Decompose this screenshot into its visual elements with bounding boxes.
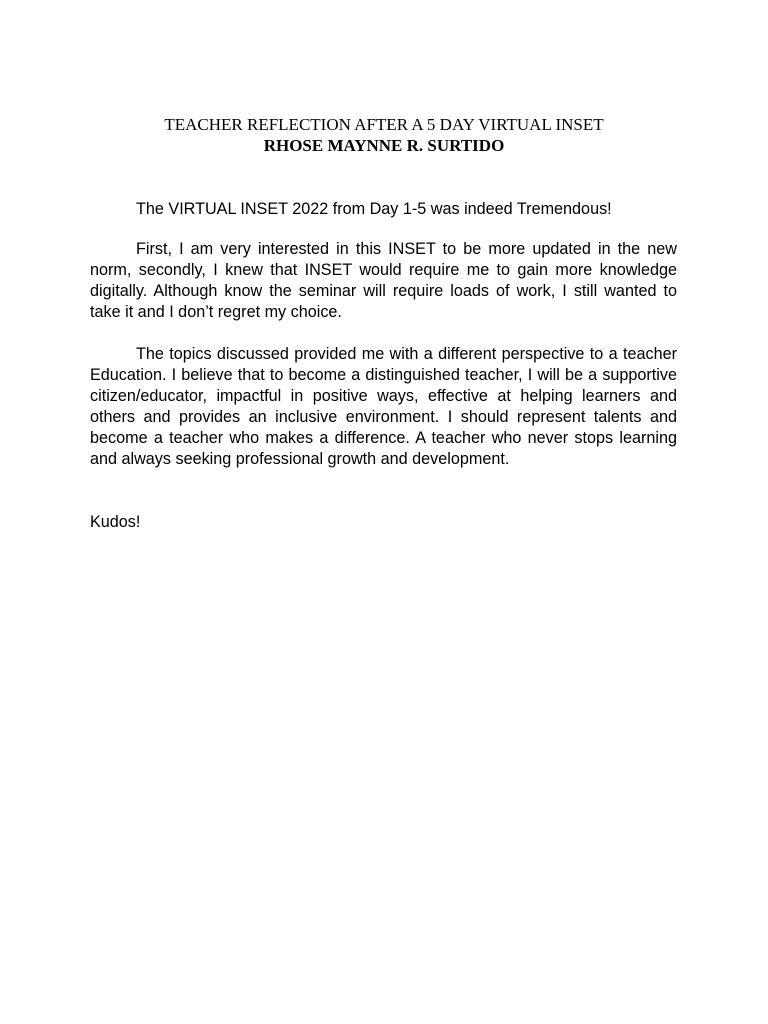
closing-line: Kudos! (90, 513, 141, 531)
document-author: RHOSE MAYNNE R. SURTIDO (263, 136, 505, 155)
intro-paragraph: The VIRTUAL INSET 2022 from Day 1-5 was indeed Tremendous! (136, 200, 612, 218)
body-paragraph: First, I am very interested in this INSET to be more updated in the new norm, secondly, I knew that INSET would require me to gain more knowledge digitally. Although know the seminar will require loads of work, I still wanted to take it and I don’t regret my choice. (90, 240, 677, 321)
document-title: TEACHER REFLECTION AFTER A 5 DAY VIRTUAL INSET (164, 115, 604, 134)
body-paragraph: The topics discussed provided me with a different perspective to a teacher Education. I believe that to become a distinguished teacher, I will be a supportive citizen/educator, impactful in positive ways, effective at helping learners and others and provides an inclusive environment. I should represent talents and become a teacher who makes a difference. A teacher who never stops learning and always seeking professional growth and development. (90, 345, 677, 468)
